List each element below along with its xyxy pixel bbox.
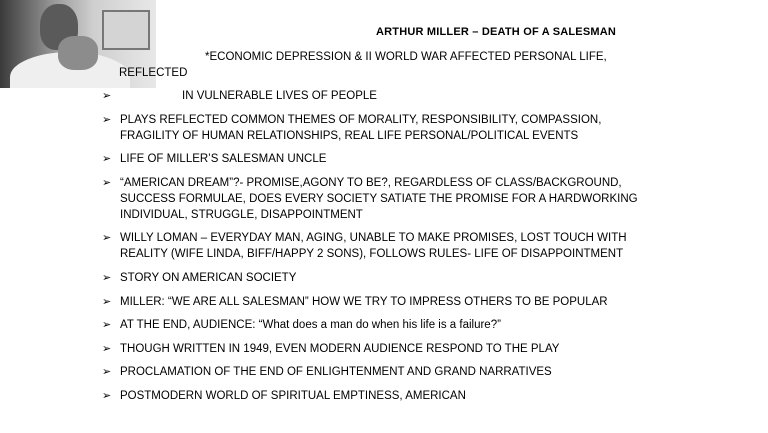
list-item <box>100 151 660 167</box>
list-item <box>100 175 660 223</box>
list-item <box>100 341 660 357</box>
arrow-bullet-icon: ➢ <box>102 319 112 332</box>
intro-text: *ECONOMIC DEPRESSION & II WORLD WAR AFFECTED PERSONAL LIFE, REFLECTED <box>119 51 607 79</box>
arrow-bullet-icon: ➢ <box>102 113 112 126</box>
list-item-text: WILLY LOMAN – EVERYDAY MAN, AGING, UNABLE TO MAKE PROMISES, LOST TOUCH WITH REALITY (WIFE LINDA, BIFF/HAPPY 2 SONS), FOLLOWS RULES- LIFE OF DISAPPOINTMENT <box>120 232 627 261</box>
list-item-text: PLAYS REFLECTED COMMON THEMES OF MORALITY, RESPONSIBILITY, COMPASSION, FRAGILITY OF HUMAN RELATIONSHIPS, REAL LIFE PERSONAL/POLITICAL EVENTS <box>120 113 602 142</box>
list-item <box>100 364 660 380</box>
arrow-bullet-icon: ➢ <box>102 366 112 379</box>
arrow-bullet-icon: ➢ <box>102 271 112 284</box>
list-item <box>100 230 660 262</box>
list-item-text: IN VULNERABLE LIVES OF PEOPLE <box>182 90 377 102</box>
list-item-text: POSTMODERN WORLD OF SPIRITUAL EMPTINESS, AMERICAN <box>120 389 466 402</box>
arrow-bullet-icon: ➢ <box>102 295 112 308</box>
list-item <box>100 317 660 333</box>
list-item-text: STORY ON AMERICAN SOCIETY <box>120 271 297 284</box>
bullet-list <box>100 88 660 412</box>
slide-title: ARTHUR MILLER – DEATH OF A SALESMAN <box>376 26 617 38</box>
arrow-bullet-icon: ➢ <box>102 342 112 355</box>
list-item <box>100 88 660 104</box>
arrow-bullet-icon: ➢ <box>102 232 112 245</box>
list-item <box>100 388 660 404</box>
list-item-text: LIFE OF MILLER’S SALESMAN UNCLE <box>120 153 327 166</box>
list-item <box>100 294 660 310</box>
arrow-bullet-icon: ➢ <box>102 153 112 166</box>
photo-background-frame <box>102 10 150 50</box>
arrow-bullet-icon: ➢ <box>102 389 112 402</box>
list-item <box>100 270 660 286</box>
list-item <box>100 112 660 144</box>
list-item-text: MILLER: “WE ARE ALL SALESMAN” HOW WE TRY TO IMPRESS OTHERS TO BE POPULAR <box>120 295 608 308</box>
list-item-text: THOUGH WRITTEN IN 1949, EVEN MODERN AUDIENCE RESPOND TO THE PLAY <box>120 342 560 355</box>
list-item-text: “AMERICAN DREAM”?- PROMISE,AGONY TO BE?, REGARDLESS OF CLASS/BACKGROUND, SUCCESS FORMULAE, DOES EVERY SOCIETY SATIATE THE PROMISE FOR A HARDWORKING INDIVIDUAL, STRUGGLE, DISAPPOINTMENT <box>120 176 638 221</box>
list-item-text: AT THE END, AUDIENCE: “What does a man do when his life is a failure?” <box>120 319 501 332</box>
photo-hand <box>58 36 98 70</box>
arrow-bullet-icon: ➢ <box>102 90 112 102</box>
arrow-bullet-icon: ➢ <box>102 176 112 189</box>
list-item-text: PROCLAMATION OF THE END OF ENLIGHTENMENT AND GRAND NARRATIVES <box>120 366 552 379</box>
